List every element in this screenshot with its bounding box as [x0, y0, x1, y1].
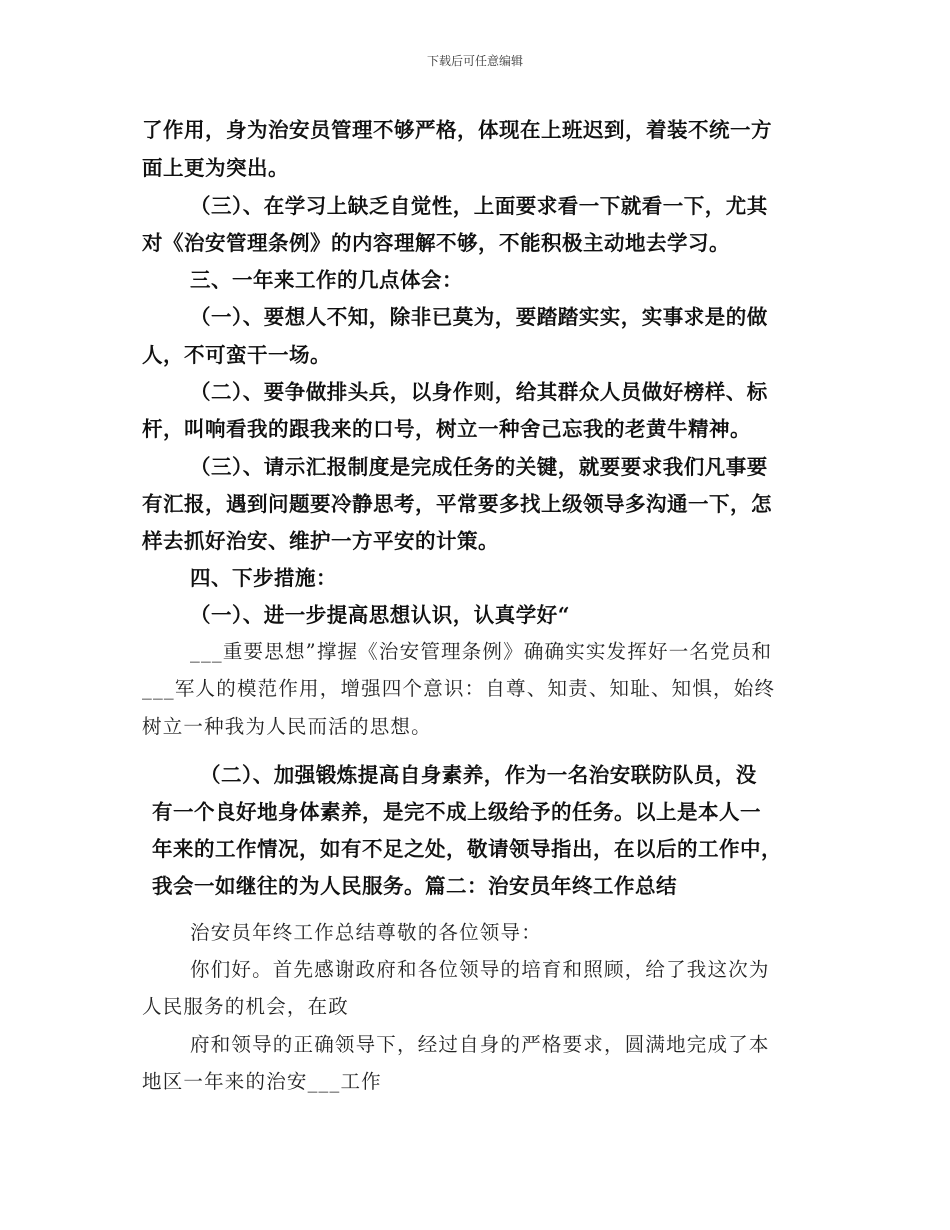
- section-heading: 四、下步措施：: [190, 566, 337, 590]
- body-line: （三）、请示汇报制度是完成任务的关键，就要要求我们凡事要: [190, 455, 768, 479]
- body-line: 树立一种我为人民而活的思想。: [142, 715, 432, 738]
- body-line: 面上更为突出。: [142, 156, 289, 180]
- body-line: （一）、进一步提高思想认识，认真学好“: [190, 603, 571, 627]
- body-line: 地区一年来的治安___工作: [142, 1070, 382, 1093]
- page-header: 下载后可任意编辑: [426, 54, 523, 68]
- body-line: 杆，叫响看我的跟我来的口号，树立一种舍己忘我的老黄牛精神。: [142, 417, 751, 441]
- body-line: 有一个良好地身体素养，是完不成上级给予的任务。以上是本人一: [152, 800, 761, 824]
- body-line: 了作用，身为治安员管理不够严格，体现在上班迟到，着装不统一方: [142, 118, 772, 142]
- body-line: （二）、加强锻炼提高自身素养，作为一名治安联防队员，没: [200, 763, 757, 787]
- body-line: （二）、要争做排头兵，以身作则，给其群众人员做好榜样、标: [190, 380, 768, 404]
- body-line: 有汇报，遇到问题要冷静思考，平常要多找上级领导多沟通一下，怎: [142, 492, 772, 516]
- body-line: ___重要思想”撑握《治安管理条例》确确实实发挥好一名党员和: [190, 640, 773, 663]
- body-line: （一）、要想人不知，除非已莫为，要踏踏实实，实事求是的做: [190, 305, 768, 329]
- body-line: （三）、在学习上缺乏自觉性，上面要求看一下就看一下，尤其: [190, 194, 768, 218]
- body-line: 治安员年终工作总结尊敬的各位领导：: [190, 921, 542, 944]
- body-line: ___军人的模范作用，增强四个意识：自尊、知责、知耻、知惧，始终: [142, 677, 776, 700]
- body-line: 样去抓好治安、维护一方平安的计策。: [142, 529, 499, 553]
- body-line: 人民服务的机会，在政: [142, 995, 350, 1018]
- body-line: 你们好。首先感谢政府和各位领导的培育和照顾，给了我这次为: [190, 958, 770, 981]
- body-line: 对《治安管理条例》的内容理解不够，不能积极主动地去学习。: [142, 231, 730, 255]
- body-line: 人，不可蛮干一场。: [142, 343, 331, 367]
- section-heading: 三、一年来工作的几点体会：: [190, 268, 463, 292]
- body-line: 府和领导的正确领导下，经过自身的严格要求，圆满地完成了本: [190, 1033, 770, 1056]
- body-line: 年来的工作情况，如有不足之处，敬请领导指出，在以后的工作中，: [152, 837, 782, 861]
- body-line: 我会一如继往的为人民服务。篇二：治安员年终工作总结: [152, 874, 677, 898]
